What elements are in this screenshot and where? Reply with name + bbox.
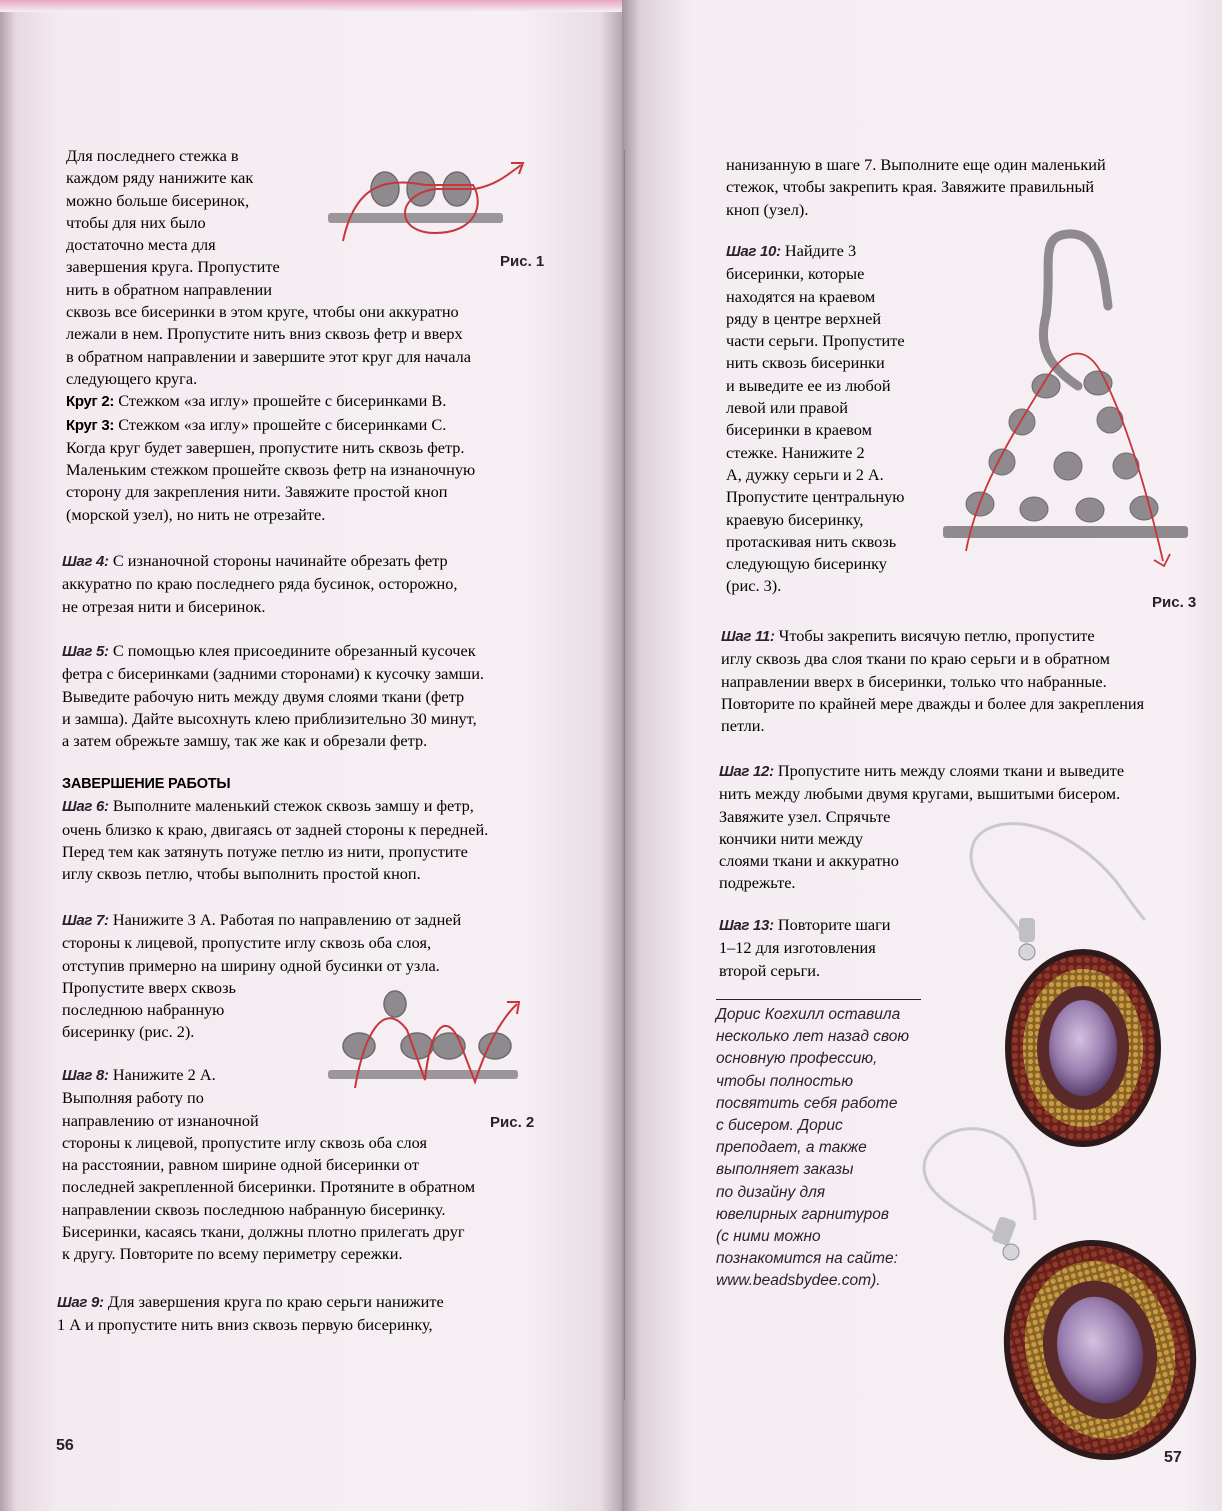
step7-label: Шаг 7: — [62, 912, 109, 929]
text-line: ряду в центре верхней — [726, 308, 882, 328]
step6-line — [62, 795, 488, 818]
step9-line — [57, 1291, 444, 1314]
text-line: нить сквозь бисеринки — [726, 353, 885, 373]
step8-paragraph — [62, 1064, 475, 1266]
bio-divider — [716, 999, 921, 1000]
step12-label: Шаг 12: — [719, 763, 774, 780]
text-line: петли. — [721, 716, 765, 736]
step4-line — [62, 550, 457, 573]
text-line: нить в обратном направлении — [66, 279, 272, 299]
bio-line: Дорис Когхилл оставила — [716, 1006, 901, 1023]
bead — [1130, 496, 1158, 520]
step13-label: Шаг 13: — [719, 917, 774, 934]
krug3-text: Стежком «за иглу» прошейте с бисеринками С. — [114, 414, 447, 434]
text-line: Пропустите центральную — [726, 487, 905, 507]
text-line: иглу сквозь два слоя ткани по краю серьги и в обратном — [721, 649, 1110, 669]
step8-label: Шаг 8: — [62, 1067, 109, 1084]
finish-section — [62, 773, 488, 885]
figure-1-diagram — [325, 155, 535, 255]
step5-label: Шаг 5: — [62, 643, 109, 660]
step7-text: Нанижите 3 А. Работая по направлению от задней — [108, 910, 462, 929]
text-line: Выведите рабочую нить между двумя слоями ткани (фетр — [62, 686, 465, 706]
page-number-right: 57 — [1164, 1449, 1182, 1466]
text-line: следующую бисеринку — [726, 554, 887, 574]
text-line: Маленьким стежком прошейте сквозь фетр на изнаночную — [66, 460, 476, 480]
step5-paragraph — [62, 640, 484, 752]
fig3-label: Рис. 3 — [1152, 594, 1197, 611]
text-line: направлению от изнаночной — [62, 1110, 259, 1130]
step10-label: Шаг 10: — [726, 243, 781, 260]
text-line: фетра с бисеринками (задними сторонами) к кусочку замши. — [62, 664, 484, 684]
text-line: протаскивая нить сквозь — [726, 531, 897, 551]
krug2-line — [66, 390, 475, 413]
text-line: стежок, чтобы закрепить края. Завяжите правильный — [726, 177, 1095, 197]
step8-text: Нанижите 2 А. — [108, 1065, 216, 1084]
text-line: бисеринки, которые — [726, 264, 865, 284]
step4-text: С изнаночной стороны начинайте обрезать фетр — [108, 551, 448, 570]
text-line: направлении вверх в бисеринки, только что набранные. — [721, 671, 1107, 691]
text-line: стежке. Нанижите 2 — [726, 442, 865, 462]
step13-text: Повторите шаги — [773, 915, 891, 934]
step6-text: Выполните маленький стежок сквозь замшу и фетр, — [108, 796, 474, 816]
text-line: сторону для закрепления нити. Завяжите простой кноп — [66, 482, 448, 502]
fabric-strip — [328, 213, 503, 223]
text-line: Выполняя работу по — [62, 1088, 204, 1108]
bio-line: познакомится на сайте: — [716, 1250, 898, 1268]
text-line: второй серьги. — [719, 960, 821, 980]
earwire-hook — [1043, 234, 1108, 386]
silver-bead — [1003, 1244, 1019, 1260]
bead — [1076, 498, 1104, 522]
earwire-coil — [1019, 918, 1035, 942]
text-line: А, дужку серьги и 2 А. — [726, 464, 884, 484]
text-line: кончики нити между — [719, 828, 864, 848]
text-line: достаточно места для — [66, 235, 216, 255]
step5-text: С помощью клея присоедините обрезанный кусочек — [108, 641, 476, 660]
step10-text: Найдите 3 — [780, 241, 857, 260]
step12-text: Пропустите нить между слоями ткани и выведите — [773, 761, 1125, 780]
step11-paragraph — [721, 625, 1144, 737]
text-line: стороны к лицевой, пропустите иглу сквозь оба слоя, — [62, 933, 432, 953]
step9-paragraph — [57, 1291, 444, 1337]
text-line: Завяжите узел. Спрячьте — [719, 806, 891, 826]
silver-bead — [1019, 944, 1035, 960]
step10-paragraph — [726, 240, 905, 598]
page-top-edge — [0, 0, 622, 12]
step9-text: Для завершения круга по краю серьги нанижите — [103, 1292, 444, 1311]
bead — [1054, 452, 1082, 480]
bead — [433, 1033, 465, 1059]
text-line: краевую бисеринку, — [726, 509, 864, 529]
text-line: части серьги. Пропустите — [726, 331, 905, 351]
text-line: кноп (узел). — [726, 199, 809, 219]
text-line: Бисеринки, касаясь ткани, должны плотно прилегать друг — [62, 1222, 465, 1242]
text-line: чтобы для них было — [66, 212, 206, 232]
step4-paragraph — [62, 550, 457, 618]
text-line: (морской узел), но нить не отрезайте. — [66, 504, 326, 524]
fabric-strip — [943, 526, 1188, 538]
text-line: последнюю набранную — [62, 1000, 225, 1020]
earring-stone — [1049, 1000, 1117, 1096]
text-line: бисеринку (рис. 2). — [62, 1022, 195, 1042]
bead — [1020, 497, 1048, 521]
step4-label: Шаг 4: — [62, 553, 109, 570]
step5-line — [62, 640, 484, 663]
text-line: на расстоянии, равном ширине одной бисеринки от — [62, 1155, 419, 1175]
figure-2-diagram — [325, 990, 535, 1090]
text-line: 1–12 для изготовления — [719, 938, 876, 958]
bio-line: (с ними можно — [716, 1228, 821, 1246]
text-line: находятся на краевом — [726, 286, 876, 306]
section-heading: ЗАВЕРШЕНИЕ РАБОТЫ — [62, 776, 231, 792]
text-line: нанизанную в шаге 7. Выполните еще один маленький — [726, 155, 1106, 174]
text-line: Пропустите вверх сквозь — [62, 977, 236, 997]
krug3-line — [66, 414, 475, 437]
bio-line: посвятить себя работе — [716, 1094, 898, 1112]
step6-label: Шаг 6: — [62, 798, 109, 816]
thread-path — [343, 165, 521, 241]
bio-line: чтобы полностью — [716, 1072, 853, 1090]
step11-line — [721, 625, 1144, 648]
text-line: подрежьте. — [719, 873, 796, 893]
author-bio — [716, 1004, 909, 1293]
step12-line — [719, 760, 1124, 783]
text-line: последней закрепленной бисеринки. Протяните в обратном — [62, 1177, 476, 1197]
step13-line — [719, 914, 891, 937]
text-line: и выведите ее из любой — [726, 375, 891, 395]
earwire — [924, 1129, 1035, 1242]
text-line: следующего круга. — [66, 368, 198, 388]
text-line: левой или правой — [726, 398, 848, 418]
step10-line — [726, 240, 905, 263]
step9-label: Шаг 9: — [57, 1294, 104, 1311]
text-line: направлении сквозь последнюю набранную бисеринку. — [62, 1199, 446, 1219]
text-line: иглу сквозь петлю, чтобы выполнить простой кноп. — [62, 864, 421, 884]
bio-line: преподает, а также — [716, 1139, 867, 1157]
text-line: стороны к лицевой, пропустите иглу сквозь оба слоя — [62, 1132, 427, 1152]
bio-line: по дизайну для — [716, 1183, 826, 1201]
text-line: не отрезая нити и бисеринок. — [62, 596, 266, 616]
step13-paragraph — [719, 914, 891, 982]
text-line: аккуратно по краю последнего ряда бусинок, осторожно, — [62, 574, 458, 594]
text-line: (рис. 3). — [726, 576, 782, 596]
text-line: Перед тем как затянуть потуже петлю из нити, пропустите — [62, 841, 468, 861]
text-line: Для последнего стежка в — [66, 146, 239, 165]
text-line: Когда круг будет завершен, пропустите нить сквозь фетр. — [66, 437, 465, 457]
bead — [1009, 409, 1035, 435]
text-line: а затем обрежьте замшу, так же как и обрезали фетр. — [62, 731, 428, 751]
step11-text: Чтобы закрепить висячую петлю, пропустите — [774, 626, 1095, 645]
bio-line: ювелирных гарнитуров — [716, 1205, 889, 1223]
bead — [1084, 371, 1112, 395]
text-line: можно больше бисеринок, — [66, 190, 250, 210]
text-line: завершения круга. Пропустите — [66, 257, 280, 277]
bead — [384, 991, 406, 1017]
right-cont-paragraph — [726, 154, 1106, 221]
text-line: каждом ряду нанижите как — [66, 168, 254, 188]
text-line: сквозь все бисеринки в этом круге, чтобы они аккуратно — [66, 302, 459, 322]
text-line: Повторите по крайней мере дважды и более для закрепления — [721, 693, 1145, 713]
text-line: лежали в нем. Пропустите нить вниз сквозь фетр и вверх — [66, 324, 463, 344]
bio-line: www.beadsbydee.com). — [716, 1272, 881, 1290]
krug2-text: Стежком «за иглу» прошейте с бисеринками В. — [114, 391, 447, 411]
earrings-photo — [915, 820, 1222, 1500]
earwire — [971, 824, 1145, 945]
step11-label: Шаг 11: — [721, 628, 775, 645]
text-line: очень близко к краю, двигаясь от задней стороны к передней. — [62, 819, 489, 839]
text-line: 1 А и пропустите нить вниз сквозь первую бисеринку, — [57, 1315, 433, 1335]
text-line: нить между любыми двумя кругами, вышитыми бисером. — [719, 784, 1121, 804]
step7-line — [62, 909, 461, 932]
fig1-label: Рис. 1 — [500, 253, 545, 270]
bio-line: с бисером. Дорис — [716, 1117, 843, 1135]
text-line: в обратном направлении и завершите этот круг для начала — [66, 346, 471, 366]
krug3-label: Круг 3: — [66, 416, 115, 434]
page-number-left: 56 — [56, 1437, 74, 1454]
bio-line: выполняет заказы — [716, 1161, 854, 1179]
bio-line: несколько лет назад свою — [716, 1028, 909, 1046]
krug2-label: Круг 2: — [66, 393, 115, 411]
book-spine — [624, 150, 625, 1400]
earwire-coil — [991, 1216, 1017, 1247]
figure-3-diagram — [938, 226, 1193, 586]
text-line: и замша). Дайте высохнуть клею приблизительно 30 минут, — [62, 708, 477, 728]
text-line: бисеринки в краевом — [726, 420, 872, 440]
text-line: отступив примерно на ширину одной бусинки от узла. — [62, 955, 440, 975]
text-line: слоями ткани и аккуратно — [719, 851, 899, 871]
fig2-label: Рис. 2 — [490, 1114, 535, 1131]
text-line: к другу. Повторите по всему периметру сережки. — [62, 1244, 403, 1264]
bio-line: основную профессию, — [716, 1050, 878, 1068]
